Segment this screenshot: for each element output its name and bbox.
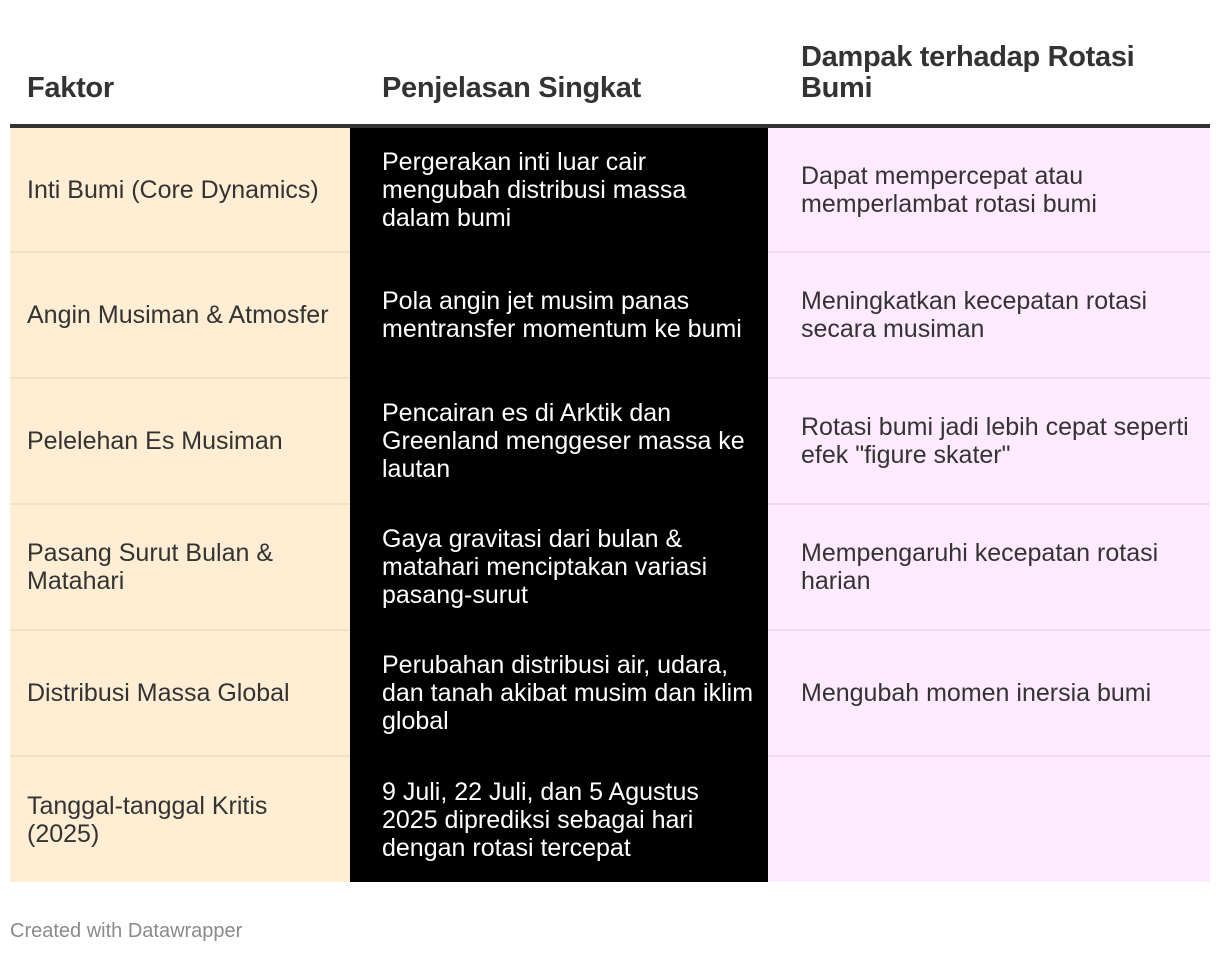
cell-penjelasan: Perubahan distribusi air, udara, dan tanah akibat musim dan iklim global	[350, 630, 768, 756]
cell-dampak: Mempengaruhi kecepatan rotasi harian	[768, 504, 1210, 630]
cell-penjelasan: Pencairan es di Arktik dan Greenland menggeser massa ke lautan	[350, 378, 768, 504]
cell-penjelasan: Pergerakan inti luar cair mengubah distribusi massa dalam bumi	[350, 126, 768, 252]
table-row	[10, 756, 1210, 882]
cell-faktor: Pasang Surut Bulan & Matahari	[10, 504, 350, 630]
column-header-dampak[interactable]: Dampak terhadap Rotasi Bumi	[768, 40, 1210, 126]
cell-faktor: Tanggal-tanggal Kritis (2025)	[10, 756, 350, 882]
table-row	[10, 252, 1210, 378]
table-row	[10, 378, 1210, 504]
cell-dampak: Meningkatkan kecepatan rotasi secara musiman	[768, 252, 1210, 378]
cell-faktor: Pelelehan Es Musiman	[10, 378, 350, 504]
cell-faktor: Inti Bumi (Core Dynamics)	[10, 126, 350, 252]
data-table	[10, 40, 1210, 882]
datawrapper-credit[interactable]: Created with Datawrapper	[10, 920, 243, 942]
table-row	[10, 630, 1210, 756]
column-header-penjelasan[interactable]: Penjelasan Singkat	[350, 40, 768, 126]
cell-dampak: Rotasi bumi jadi lebih cepat seperti efek "figure skater"	[768, 378, 1210, 504]
cell-dampak: Dapat mempercepat atau memperlambat rotasi bumi	[768, 126, 1210, 252]
table-header-row	[10, 40, 1210, 126]
cell-penjelasan: 9 Juli, 22 Juli, dan 5 Agustus 2025 diprediksi sebagai hari dengan rotasi tercepat	[350, 756, 768, 882]
cell-penjelasan: Pola angin jet musim panas mentransfer momentum ke bumi	[350, 252, 768, 378]
table-row	[10, 504, 1210, 630]
cell-dampak: Mengubah momen inersia bumi	[768, 630, 1210, 756]
cell-penjelasan: Gaya gravitasi dari bulan & matahari menciptakan variasi pasang-surut	[350, 504, 768, 630]
cell-faktor: Angin Musiman & Atmosfer	[10, 252, 350, 378]
table-row	[10, 126, 1210, 252]
cell-dampak	[768, 756, 1210, 882]
column-header-faktor[interactable]: Faktor	[10, 40, 350, 126]
cell-faktor: Distribusi Massa Global	[10, 630, 350, 756]
data-table-container	[10, 40, 1210, 882]
